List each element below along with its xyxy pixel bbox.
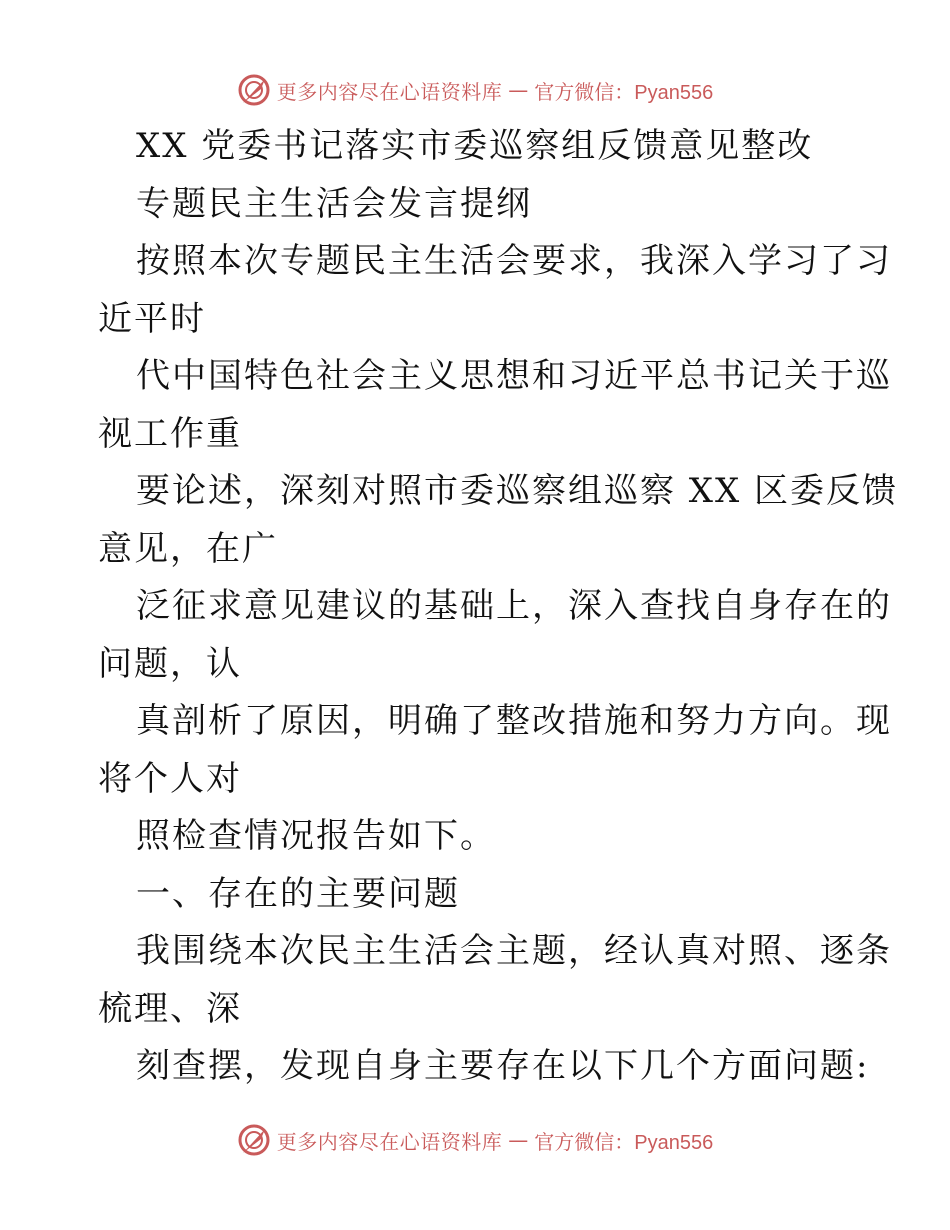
section-heading: 一、存在的主要问题 xyxy=(136,873,460,914)
paragraph-line: 意见，在广 xyxy=(98,528,278,569)
header-banner-inner xyxy=(237,73,713,107)
footer-banner-text: 更多内容尽在心语资料库 xyxy=(276,1129,503,1154)
header-banner-contact: 官方微信：Pyan556 xyxy=(534,81,714,104)
paragraph-line: 将个人对 xyxy=(98,758,242,799)
paragraph-line: 梳理、深 xyxy=(98,988,242,1029)
header-banner-text: 更多内容尽在心语资料库 xyxy=(276,79,503,104)
paragraph-line: 问题，认 xyxy=(98,643,242,684)
paragraph-line: 代中国特色社会主义思想和习近平总书记关于巡 xyxy=(136,356,892,396)
document-title-line-2: 专题民主生活会发言提纲 xyxy=(136,183,532,224)
footer-banner-inner xyxy=(237,1123,713,1157)
quill-logo-icon xyxy=(237,73,271,107)
paragraph-line: 泛征求意见建议的基础上，深入查找自身存在的 xyxy=(136,586,892,626)
paragraph-line: 照检查情况报告如下。 xyxy=(136,816,496,856)
header-banner xyxy=(0,70,950,110)
footer-banner xyxy=(0,1120,950,1160)
document-title-line-1: XX 党委书记落实市委巡察组反馈意见整改 xyxy=(136,126,814,166)
footer-banner-separator: — xyxy=(508,1128,529,1152)
document-body xyxy=(98,118,899,1096)
paragraph-line: 我围绕本次民主生活会主题，经认真对照、逐条 xyxy=(136,931,892,971)
paragraph-line: 要论述，深刻对照市委巡察组巡察 XX 区委反馈 xyxy=(136,471,899,511)
paragraph-line: 真剖析了原因，明确了整改措施和努力方向。现 xyxy=(136,701,892,741)
paragraph-line: 刻查摆，发现自身主要存在以下几个方面问题: xyxy=(136,1046,870,1086)
footer-banner-contact: 官方微信：Pyan556 xyxy=(534,1131,714,1154)
quill-logo-icon xyxy=(237,1123,271,1157)
header-banner-separator: — xyxy=(508,78,529,102)
paragraph-line: 按照本次专题民主生活会要求，我深入学习了习 xyxy=(136,241,892,281)
paragraph-line: 视工作重 xyxy=(98,413,242,454)
paragraph-line: 近平时 xyxy=(98,298,206,339)
